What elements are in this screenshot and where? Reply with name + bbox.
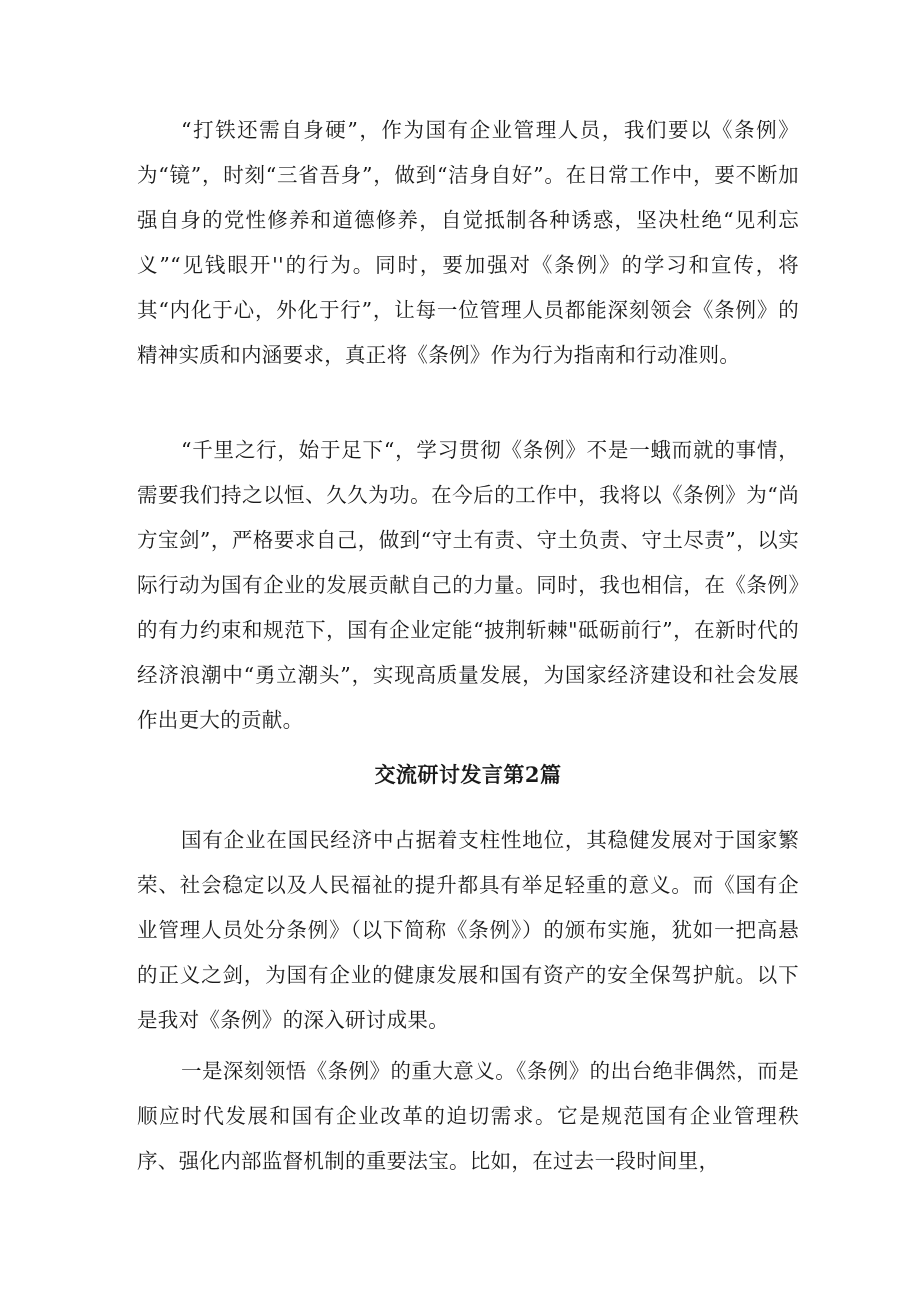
body-paragraph-1: “打铁还需自身硬”，作为国有企业管理人员，我们要以《条例》为“镜”，时刻“三省吾身”，做到“洁身自好”。在日常工作中，要不断加强自身的党性修养和道德修养，自觉抵制各种诱惑，坚决杜绝“见利忘义”“见钱眼开''的行为。同时，要加强对《条例》的学习和宣传，将其“内化于心，外化于行”，让每一位管理人员都能深刻领会《条例》的精神实质和内涵要求，真正将《条例》作为行为指南和行动准则。 [137,118,799,367]
body-paragraph-2: “千里之行，始于足下“，学习贯彻《条例》不是一蛾而就的事情，需要我们持之以恒、久久为功。在今后的工作中，我将以《条例》为“尚方宝剑”，严格要求自己，做到“守土有责、守土负责、守土尽责”，以实际行动为国有企业的发展贡献自己的力量。同时，我也相信，在《条例》的有力约束和规范下，国有企业定能“披荆斩棘"砥砺前行”，在新时代的经济浪潮中“勇立潮头”，实现高质量发展，为国家经济建设和社会发展作出更大的贡献。 [137,438,799,732]
body-paragraph-4: 一是深刻领悟《条例》的重大意义。《条例》的出台绝非偶然，而是顺应时代发展和国有企业改革的迫切需求。它是规范国有企业管理秩序、强化内部监督机制的重要法宝。比如，在过去一段时间里， [137,1059,799,1173]
section-heading: 交流研讨发言第2篇 [374,762,562,787]
body-paragraph-3: 国有企业在国民经济中占据着支柱性地位，其稳健发展对于国家繁荣、社会稳定以及人民福祉的提升都具有举足轻重的意义。而《国有企业管理人员处分条例》（以下简称《条例》）的颁布实施，犹如一把高悬的正义之剑，为国有企业的健康发展和国有资产的安全保驾护航。以下是我对《条例》的深入研讨成果。 [137,828,799,1032]
